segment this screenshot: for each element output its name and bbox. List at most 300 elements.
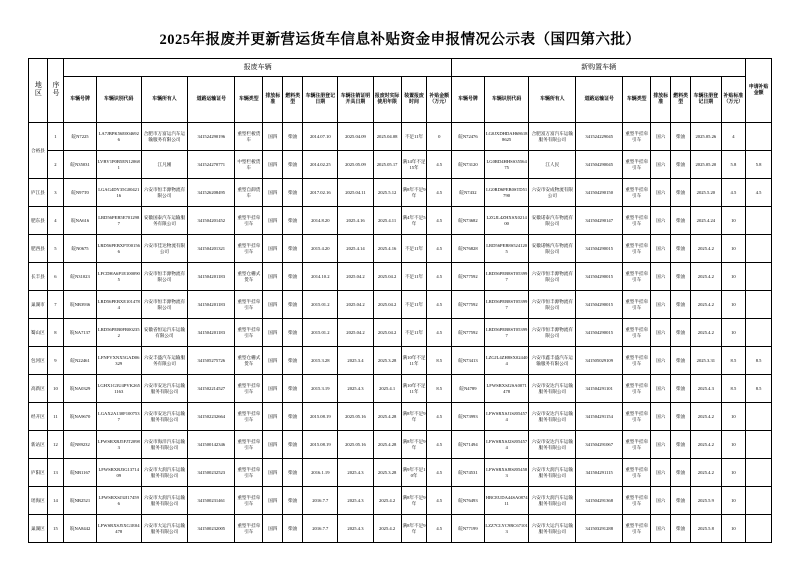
cell-scrap-recycle-time: 不足11年 xyxy=(401,123,427,151)
table-row xyxy=(29,403,772,431)
cell-new-owner: 六安市安达汽车运输服务有限公司 xyxy=(529,375,576,403)
cell-new-vin: LG0RD6PEB0STD51790 xyxy=(484,179,529,207)
cell-scrap-cert-date: 2025.4.3 xyxy=(338,375,373,403)
cell-new-type: 重型半挂牵引车 xyxy=(623,235,651,263)
cell-scrap-recycle-time: 满14年不足15年 xyxy=(401,151,427,179)
cell-new-emission: 国六 xyxy=(651,431,671,459)
cell-new-emission: 国六 xyxy=(651,459,671,487)
col-header-scrap-emission: 排放标准 xyxy=(263,77,283,123)
cell-new-vin: LZZ7CLYC9RC671013 xyxy=(484,515,529,543)
cell-new-type: 重型半挂牵引车 xyxy=(623,291,651,319)
cell-scrap-reg-date: 2017.02.16 xyxy=(303,179,338,207)
cell-scrap-emission: 国四 xyxy=(263,375,283,403)
cell-scrap-emission: 国四 xyxy=(263,459,283,487)
seq-cell: 12 xyxy=(47,431,63,459)
cell-scrap-recycle-time: 满10年不足11年 xyxy=(401,375,427,403)
cell-scrap-reg-date: 2016.7.7 xyxy=(303,515,338,543)
cell-scrap-type: 重型半挂牵引车 xyxy=(235,487,263,515)
cell-new-transport-no: 341503291288 xyxy=(576,515,623,543)
cell-new-fuel: 柴油 xyxy=(671,487,691,515)
cell-new-emission: 国六 xyxy=(651,235,671,263)
cell-scrap-plate: 皖NA8442 xyxy=(64,515,97,543)
cell-scrap-subsidy: 4.5 xyxy=(427,403,452,431)
cell-new-reg-date: 2025.05.26 xyxy=(691,123,721,151)
seq-cell: 5 xyxy=(47,235,63,263)
table-row xyxy=(29,319,772,347)
cell-scrap-years: 2025.04.2 xyxy=(373,319,401,347)
col-header-scrap-type: 车辆类型 xyxy=(235,77,263,123)
cell-scrap-fuel: 柴油 xyxy=(283,515,303,543)
cell-new-fuel: 柴油 xyxy=(671,459,691,487)
cell-new-transport-no: 341504291101 xyxy=(576,375,623,403)
col-header-scrap-recycle-time: 装置报废时间 xyxy=(401,77,427,123)
cell-scrap-plate: 皖NA0329 xyxy=(64,375,97,403)
cell-new-type: 重型半挂牵引车 xyxy=(623,319,651,347)
cell-scrap-vin: LFWSRXSJ5XG1E04478 xyxy=(96,515,141,543)
cell-scrap-cert-date: 2025.04.2 xyxy=(338,319,373,347)
table-row xyxy=(29,515,772,543)
group-header-scrap: 报废车辆 xyxy=(64,59,452,77)
seq-cell: 11 xyxy=(47,403,63,431)
cell-scrap-vin: LRD56PEBXE1014784 xyxy=(96,291,141,319)
cell-scrap-reg-date: 2014.10.2 xyxy=(303,263,338,291)
cell-scrap-type: 重型半挂牵引车 xyxy=(235,207,263,235)
col-header-new-type: 车辆类型 xyxy=(623,77,651,123)
seq-cell: 6 xyxy=(47,263,63,291)
cell-new-owner: 六安市鑫丰盛汽车运输服务有限公司 xyxy=(529,347,576,375)
cell-scrap-recycle-time: 不足11年 xyxy=(401,291,427,319)
col-header-new-transport-no: 道路运输证号 xyxy=(576,77,623,123)
cell-scrap-emission: 国四 xyxy=(263,431,283,459)
seq-cell: 9 xyxy=(47,347,63,375)
cell-scrap-owner: 六安市大润汽车运输服务有限公司 xyxy=(141,459,188,487)
cell-apply-amount xyxy=(746,235,772,263)
cell-scrap-vin: LFNFVXNX5GAD06329 xyxy=(96,347,141,375)
table-row xyxy=(29,459,772,487)
cell-scrap-cert-date: 2025.4.3 xyxy=(338,515,373,543)
cell-scrap-cert-date: 2025.05.09 xyxy=(338,151,373,179)
cell-scrap-transport-no: 341526208495 xyxy=(188,179,235,207)
cell-new-reg-date: 2025.05.20 xyxy=(691,151,721,179)
cell-new-owner: 安徽诺畅汽车物流有限公司 xyxy=(529,235,576,263)
cell-new-subsidy: 10 xyxy=(721,291,746,319)
cell-new-reg-date: 2025.4.2 xyxy=(691,291,721,319)
table-row xyxy=(29,179,772,207)
cell-scrap-subsidy: 4.5 xyxy=(427,151,452,179)
cell-new-type: 重型半挂牵引车 xyxy=(623,179,651,207)
cell-new-subsidy: 10 xyxy=(721,487,746,515)
cell-new-transport-no: 341504291067 xyxy=(576,431,623,459)
cell-scrap-recycle-time: 满4年不足5年 xyxy=(401,207,427,235)
region-cell: 巢湖区 xyxy=(29,515,48,543)
cell-scrap-plate: 皖N97T0 xyxy=(64,179,97,207)
cell-new-reg-date: 2025.4.2 xyxy=(691,459,721,487)
col-header-scrap-cert-date: 车辆注销证明开具日期 xyxy=(338,77,373,123)
col-header-seq: 序号 xyxy=(47,59,63,123)
cell-scrap-cert-date: 2025.05.16 xyxy=(338,431,373,459)
region-cell: 蜀山区 xyxy=(29,319,48,347)
cell-scrap-type: 重型半挂牵引车 xyxy=(235,431,263,459)
cell-scrap-cert-date: 2025.04.2 xyxy=(338,263,373,291)
cell-new-owner: 六安市大润汽车运输服务有限公司 xyxy=(529,459,576,487)
cell-new-owner: 六安市安成物流有限公司 xyxy=(529,179,576,207)
cell-new-vin: LZGJL4ZH8SX024404 xyxy=(484,347,529,375)
table-body xyxy=(29,123,772,543)
cell-scrap-cert-date: 2025.05.16 xyxy=(338,403,373,431)
cell-scrap-recycle-time: 不足11年 xyxy=(401,263,427,291)
cell-scrap-fuel: 柴油 xyxy=(283,207,303,235)
cell-scrap-reg-date: 2015.3.19 xyxy=(303,375,338,403)
region-cell: 合裕县 xyxy=(29,123,48,179)
cell-scrap-type: 重型栏板货车 xyxy=(235,123,263,151)
cell-scrap-emission: 国四 xyxy=(263,235,283,263)
cell-new-type: 重型半挂牵引车 xyxy=(623,431,651,459)
cell-new-owner: 江人民 xyxy=(529,151,576,179)
cell-new-subsidy: 10 xyxy=(721,235,746,263)
region-cell: 肥西县 xyxy=(29,235,48,263)
cell-scrap-years: 2025.4.28 xyxy=(373,431,401,459)
cell-new-transport-no: 341504290015 xyxy=(576,235,623,263)
cell-new-type: 重型半挂牵引车 xyxy=(623,459,651,487)
cell-scrap-years: 2025.4.16 xyxy=(373,235,401,263)
cell-new-vin: LRD56PEB8ST053997 xyxy=(484,263,529,291)
cell-scrap-emission: 国四 xyxy=(263,319,283,347)
cell-new-subsidy: 10 xyxy=(721,207,746,235)
table-row xyxy=(29,347,772,375)
table-row xyxy=(29,207,772,235)
cell-scrap-owner: 江凡刚 xyxy=(141,151,188,179)
cell-scrap-owner: 安徽国泰汽车运输服务有限公司 xyxy=(141,207,188,235)
cell-apply-amount: 8.5 xyxy=(746,375,772,403)
cell-scrap-vin: LRD56PEBXFT001566 xyxy=(96,235,141,263)
region-cell: 包河区 xyxy=(29,347,48,375)
cell-scrap-owner: 六安市安达汽车运输服务有限公司 xyxy=(141,375,188,403)
cell-scrap-vin: LVBV1P0B5EN120681 xyxy=(96,151,141,179)
cell-scrap-subsidy: 0 xyxy=(427,123,452,151)
cell-new-fuel: 柴油 xyxy=(671,123,691,151)
cell-new-subsidy: 10 xyxy=(721,459,746,487)
subsidy-table xyxy=(28,58,772,543)
cell-apply-amount: 5.8 xyxy=(746,151,772,179)
cell-new-fuel: 柴油 xyxy=(671,179,691,207)
table-row xyxy=(29,235,772,263)
cell-scrap-cert-date: 2025.04.2 xyxy=(338,291,373,319)
cell-new-vin: LZGJL4ZHXSX021400 xyxy=(484,207,529,235)
cell-scrap-reg-date: 2015.01.2 xyxy=(303,291,338,319)
col-header-scrap-transport-no: 道路运输证号 xyxy=(188,77,235,123)
cell-scrap-type: 重型自卸货车 xyxy=(235,179,263,207)
col-header-new-vin: 车辆识别代码 xyxy=(484,77,529,123)
cell-scrap-subsidy: 4.5 xyxy=(427,431,452,459)
cell-scrap-years: 2025.4.1 xyxy=(373,375,401,403)
cell-apply-amount xyxy=(746,487,772,515)
cell-scrap-fuel: 柴油 xyxy=(283,487,303,515)
cell-scrap-type: 重型仓栅式货车 xyxy=(235,347,263,375)
cell-scrap-vin: LA7JBPK56E0046926 xyxy=(96,123,141,151)
table-row xyxy=(29,487,772,515)
table-row xyxy=(29,375,772,403)
cell-apply-amount xyxy=(746,459,772,487)
cell-scrap-years: 2025.04.2 xyxy=(373,291,401,319)
cell-scrap-cert-date: 2025.04.11 xyxy=(338,179,373,207)
cell-scrap-vin: LRD56PEB0FR002352 xyxy=(96,319,141,347)
cell-new-fuel: 柴油 xyxy=(671,319,691,347)
cell-new-owner: 六安市恒丰源物流有限公司 xyxy=(529,319,576,347)
cell-apply-amount xyxy=(746,263,772,291)
cell-new-plate: 皖N77592 xyxy=(452,319,485,347)
cell-scrap-cert-date: 2025.4.16 xyxy=(338,207,373,235)
cell-apply-amount: 8.5 xyxy=(746,347,772,375)
cell-new-type: 重型半挂牵引车 xyxy=(623,487,651,515)
cell-scrap-cert-date: 2025.04.09 xyxy=(338,123,373,151)
cell-new-transport-no: 341504291368 xyxy=(576,487,623,515)
col-header-region: 地区 xyxy=(29,59,48,123)
cell-scrap-subsidy: 4.5 xyxy=(427,459,452,487)
cell-new-fuel: 柴油 xyxy=(671,375,691,403)
cell-scrap-owner: 六安丰盛汽车运输服务有限公司 xyxy=(141,347,188,375)
cell-scrap-owner: 六安市海洋汽车运输服务有限公司 xyxy=(141,431,188,459)
cell-scrap-plate: 皖NA9670 xyxy=(64,403,97,431)
cell-new-fuel: 柴油 xyxy=(671,515,691,543)
cell-new-reg-date: 2025.4.24 xyxy=(691,207,721,235)
col-header-new-reg-date: 车辆注册登记日期 xyxy=(691,77,721,123)
cell-new-type: 重型半挂牵引车 xyxy=(623,515,651,543)
cell-scrap-fuel: 柴油 xyxy=(283,459,303,487)
cell-new-fuel: 柴油 xyxy=(671,235,691,263)
cell-scrap-subsidy: 8.5 xyxy=(427,375,452,403)
cell-scrap-recycle-time: 满8年不足9年 xyxy=(401,431,427,459)
cell-new-owner: 六安市大运汽车运输服务有限公司 xyxy=(529,515,576,543)
cell-scrap-emission: 国四 xyxy=(263,403,283,431)
cell-scrap-fuel: 柴油 xyxy=(283,263,303,291)
cell-new-owner: 六安市大润汽车运输服务有限公司 xyxy=(529,487,576,515)
cell-new-emission: 国六 xyxy=(651,515,671,543)
cell-scrap-type: 重型半挂牵引车 xyxy=(235,291,263,319)
cell-scrap-recycle-time: 满8年不足9年 xyxy=(401,487,427,515)
cell-new-emission: 国六 xyxy=(651,123,671,151)
col-header-scrap-years: 报废时实际使用年限 xyxy=(373,77,401,123)
cell-new-subsidy: 5.8 xyxy=(721,151,746,179)
cell-new-transport-no: 341504290015 xyxy=(576,291,623,319)
cell-new-subsidy: 10 xyxy=(721,403,746,431)
cell-scrap-transport-no: 341500232523 xyxy=(188,459,235,487)
cell-apply-amount xyxy=(746,403,772,431)
cell-scrap-owner: 六安市大润汽车运输服务有限公司 xyxy=(141,487,188,515)
cell-scrap-transport-no: 341502214527 xyxy=(188,375,235,403)
cell-new-vin: LRD56PEB8ST053997 xyxy=(484,291,529,319)
cell-scrap-years: 2025.4.2 xyxy=(373,515,401,543)
page-title: 2025年报废并更新营运货车信息补贴资金申报情况公示表（国四第六批） xyxy=(159,32,641,48)
cell-new-fuel: 柴油 xyxy=(671,347,691,375)
cell-new-plate: 皖N71494 xyxy=(452,431,485,459)
cell-scrap-transport-no: 341500231461 xyxy=(188,487,235,515)
cell-scrap-owner: 合肥市万富运汽车运输服务有限公司 xyxy=(141,123,188,151)
seq-cell: 2 xyxy=(47,151,63,179)
region-cell: 长丰县 xyxy=(29,263,48,291)
cell-scrap-subsidy: 4.5 xyxy=(427,515,452,543)
cell-scrap-years: 2025.4.28 xyxy=(373,403,401,431)
cell-scrap-plate: 皖N0675 xyxy=(64,235,97,263)
table-row xyxy=(29,431,772,459)
cell-scrap-years: 2025.04.08 xyxy=(373,123,401,151)
cell-new-vin: LFWSRXSJ1SJ054574 xyxy=(484,403,529,431)
cell-scrap-subsidy: 4.5 xyxy=(427,319,452,347)
cell-new-owner: 合肥富万富汽车运输服务有限公司 xyxy=(529,123,576,151)
cell-scrap-owner: 六安市佳达物流有限公司 xyxy=(141,235,188,263)
cell-new-type: 重型半挂牵引车 xyxy=(623,207,651,235)
cell-scrap-type: 重型半挂牵引车 xyxy=(235,235,263,263)
cell-new-fuel: 柴油 xyxy=(671,291,691,319)
cell-scrap-vin: LGHX1G3U4PVK2651163 xyxy=(96,375,141,403)
cell-scrap-reg-date: 2015.3.28 xyxy=(303,347,338,375)
cell-new-emission: 国六 xyxy=(651,207,671,235)
cell-new-plate: 皖N77592 xyxy=(452,263,485,291)
seq-cell: 15 xyxy=(47,515,63,543)
seq-cell: 3 xyxy=(47,179,63,207)
cell-scrap-cert-date: 2025.4.14 xyxy=(338,235,373,263)
cell-new-subsidy: 10 xyxy=(721,319,746,347)
cell-scrap-fuel: 柴油 xyxy=(283,319,303,347)
seq-cell: 13 xyxy=(47,459,63,487)
cell-new-type: 重型半挂牵引车 xyxy=(623,403,651,431)
cell-new-reg-date: 2025.3.31 xyxy=(691,347,721,375)
col-header-new-emission: 排放标准 xyxy=(651,77,671,123)
cell-scrap-vin: LFCDHA6P1E1000905 xyxy=(96,263,141,291)
cell-scrap-owner: 六安市恒丰源物流有限公司 xyxy=(141,291,188,319)
cell-new-type: 重型半挂牵引车 xyxy=(623,151,651,179)
cell-new-owner: 六安市恒丰源物流有限公司 xyxy=(529,291,576,319)
cell-scrap-plate: 皖N89232 xyxy=(64,431,97,459)
cell-scrap-recycle-time: 满10年不足11年 xyxy=(401,347,427,375)
seq-cell: 8 xyxy=(47,319,63,347)
cell-scrap-years: 2025.5.12 xyxy=(373,179,401,207)
cell-scrap-years: 2025.3.28 xyxy=(373,347,401,375)
cell-new-emission: 国六 xyxy=(651,403,671,431)
cell-scrap-plate: 皖NB3936 xyxy=(64,291,97,319)
cell-scrap-subsidy: 4.5 xyxy=(427,235,452,263)
cell-new-owner: 六安市安达汽车运输服务有限公司 xyxy=(529,403,576,431)
cell-scrap-fuel: 柴油 xyxy=(283,151,303,179)
cell-new-plate: 皖N72476 xyxy=(452,123,485,151)
cell-scrap-subsidy: 4.5 xyxy=(427,179,452,207)
cell-new-reg-date: 2025.4.2 xyxy=(691,403,721,431)
cell-scrap-subsidy: 4.5 xyxy=(427,207,452,235)
seq-cell: 14 xyxy=(47,487,63,515)
cell-scrap-plate: 皖N31023 xyxy=(64,263,97,291)
col-header-scrap-plate: 车辆号牌 xyxy=(64,77,97,123)
cell-apply-amount xyxy=(746,319,772,347)
region-cell: 瑶海区 xyxy=(29,487,48,515)
cell-scrap-emission: 国四 xyxy=(263,291,283,319)
cell-scrap-emission: 国四 xyxy=(263,487,283,515)
cell-new-fuel: 柴油 xyxy=(671,207,691,235)
cell-scrap-owner: 六安市恒丰源物流有限公司 xyxy=(141,179,188,207)
cell-new-transport-no: 341504290015 xyxy=(576,319,623,347)
cell-new-transport-no: 341504290147 xyxy=(576,207,623,235)
cell-new-transport-no: 341504291154 xyxy=(576,403,623,431)
cell-scrap-emission: 国四 xyxy=(263,263,283,291)
cell-scrap-transport-no: 341505275726 xyxy=(188,347,235,375)
cell-new-plate: 皖N7432 xyxy=(452,179,485,207)
cell-new-fuel: 柴油 xyxy=(671,431,691,459)
seq-cell: 4 xyxy=(47,207,63,235)
cell-scrap-fuel: 柴油 xyxy=(283,403,303,431)
cell-scrap-transport-no: 341504201183 xyxy=(188,291,235,319)
cell-new-vin: HBCEUDA44SA087411 xyxy=(484,487,529,515)
seq-cell: 10 xyxy=(47,375,63,403)
cell-new-reg-date: 2025.5.20 xyxy=(691,179,721,207)
cell-scrap-subsidy: 4.5 xyxy=(427,291,452,319)
cell-scrap-fuel: 柴油 xyxy=(283,375,303,403)
cell-scrap-vin: LFWSRXRJ3G1371409 xyxy=(96,459,141,487)
cell-scrap-transport-no: 341504201183 xyxy=(188,319,235,347)
cell-scrap-vin: LFWSRXRJ5FJT20983 xyxy=(96,431,141,459)
cell-scrap-emission: 国四 xyxy=(263,347,283,375)
cell-scrap-type: 重型半挂牵引车 xyxy=(235,319,263,347)
cell-apply-amount xyxy=(746,515,772,543)
cell-new-fuel: 柴油 xyxy=(671,151,691,179)
group-header-purchase: 新购置车辆 xyxy=(452,59,746,77)
cell-scrap-reg-date: 2014.8.20 xyxy=(303,207,338,235)
cell-scrap-fuel: 柴油 xyxy=(283,179,303,207)
cell-new-transport-no: 341504290045 xyxy=(576,151,623,179)
cell-scrap-emission: 国四 xyxy=(263,179,283,207)
cell-scrap-cert-date: 2025.3.4 xyxy=(338,347,373,375)
region-cell: 高新区 xyxy=(29,375,48,403)
cell-scrap-transport-no: 341500232005 xyxy=(188,515,235,543)
cell-scrap-vin: LGAX2A130F1007537 xyxy=(96,403,141,431)
cell-scrap-reg-date: 2015.4.20 xyxy=(303,235,338,263)
cell-new-reg-date: 2025.4.2 xyxy=(691,263,721,291)
cell-new-fuel: 柴油 xyxy=(671,403,691,431)
cell-scrap-owner: 六安市安达汽车运输服务有限公司 xyxy=(141,403,188,431)
cell-scrap-transport-no: 341504201452 xyxy=(188,207,235,235)
cell-scrap-recycle-time: 不足11年 xyxy=(401,235,427,263)
seq-cell: 1 xyxy=(47,123,63,151)
cell-new-subsidy: 10 xyxy=(721,263,746,291)
cell-scrap-transport-no: 341524270771 xyxy=(188,151,235,179)
cell-apply-amount: 4.5 xyxy=(746,179,772,207)
cell-new-plate: 皖N77199 xyxy=(452,515,485,543)
cell-new-vin: LFWSRXSJ2SA0071478 xyxy=(484,375,529,403)
region-cell: 肥东县 xyxy=(29,207,48,235)
cell-new-owner: 六安市安达汽车运输服务有限公司 xyxy=(529,431,576,459)
cell-scrap-type: 重型半挂牵引车 xyxy=(235,515,263,543)
cell-scrap-vin: LFWSRXSJ3JJ174596 xyxy=(96,487,141,515)
cell-scrap-years: 2025.04.2 xyxy=(373,263,401,291)
cell-new-vin: LFWSRXSJ2SJ054574 xyxy=(484,431,529,459)
cell-new-transport-no: 341505029109 xyxy=(576,347,623,375)
cell-new-transport-no: 341504291115 xyxy=(576,459,623,487)
cell-scrap-transport-no: 341500142346 xyxy=(188,431,235,459)
cell-new-type: 重型半挂牵引车 xyxy=(623,123,651,151)
cell-scrap-fuel: 柴油 xyxy=(283,291,303,319)
cell-scrap-plate: 皖N35031 xyxy=(64,151,97,179)
cell-scrap-type: 重型半挂牵引车 xyxy=(235,403,263,431)
cell-scrap-subsidy: 8.5 xyxy=(427,347,452,375)
cell-scrap-emission: 国四 xyxy=(263,515,283,543)
cell-scrap-subsidy: 4.5 xyxy=(427,263,452,291)
seq-cell: 7 xyxy=(47,291,63,319)
cell-new-plate: 皖N73120 xyxy=(452,151,485,179)
cell-scrap-reg-date: 2015.08.19 xyxy=(303,403,338,431)
region-cell: 庐江县 xyxy=(29,179,48,207)
cell-new-plate: 皖N77592 xyxy=(452,291,485,319)
cell-new-plate: 皖N4789 xyxy=(452,375,485,403)
cell-scrap-owner: 六安市大运汽车运输服务有限公司 xyxy=(141,515,188,543)
cell-new-reg-date: 2025.4.3 xyxy=(691,375,721,403)
cell-new-owner: 六安市恒丰源物流有限公司 xyxy=(529,263,576,291)
